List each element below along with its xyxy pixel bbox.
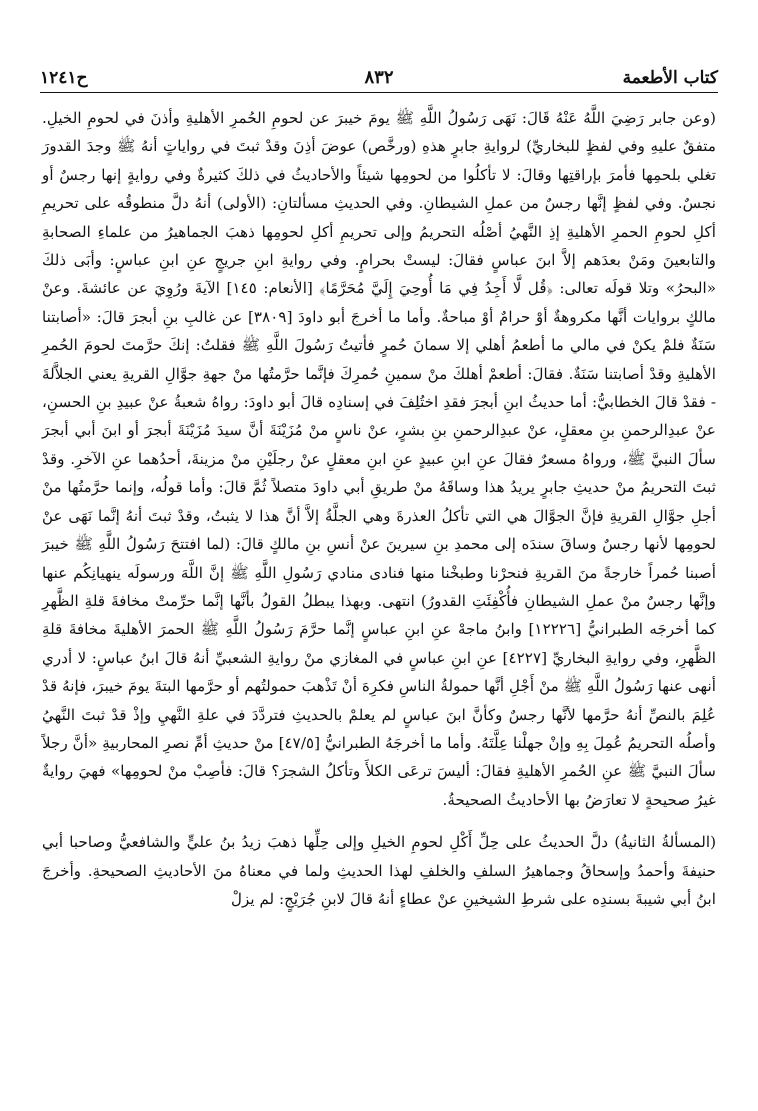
paragraph-second-issue: (المسألةُ الثانيةُ) دلَّ الحديثُ على حِلِّ أَكْلِ لحومِ الخيلِ وإلى حِلِّها ذهبَ زيدُ بنُ عليٍّ والشافعيُّ وصاحبا أبي حنيفةَ وأحمدُ وإسحاقُ وجماهيرُ السلفِ والخلفِ لهذا الحديثِ ولما في معناهُ منَ الأحاديثِ الصحيحةِ. وأخرجَ ابنُ أبي شيبةَ بسندِه على شرطِ الشيخينِ عنْ عطاءٍ أنهُ قالَ لابنِ جُرَيْجٍ: لم يزلْ <box>42 833 716 908</box>
page-header <box>40 58 718 88</box>
paragraph-first-issue: (وعن جابر رَضِيَ اللَّهُ عَنْهُ قَالَ: نَهَى رَسُولُ اللَّهِ ﷺ يومَ خيبرَ عن لحومِ الحُمرِ الأهليةِ وأذنَ في لحومِ الخيلِ. متفقٌ عليهِ وفي لفظٍ للبخاريِّ) لروايةِ جابرٍ هذهِ (ورخَّص) عوضَ أذِنَ وقدْ ثبتَ في رواياتٍ أنهُ ﷺ وجدَ القدورَ تغلي بلحمِها فأمرَ بإراقتِها وقالَ: لا تأكلُوا من لحومِها شيئاً والأحاديثُ في ذلكَ كثيرةٌ وفي روايةٍ إنها رجسٌ أو نجسٌ. وفي لفظٍ إنَّها رجسٌ من عملِ الشيطانِ. وفي الحديثِ مسألتانِ: (الأولى) أنهُ دلَّ منطوقُه على تحريمِ أكلِ لحومِ الحمرِ الأهليةِ إذِ النَّهيُ أصْلُه التحريمُ وإلى تحريمِ أكلِ لحومِها ذهبَ الجماهيرُ من علماءِ الصحابةِ والتابعينَ ومَنْ بعدَهم إلاَّ ابنَ عباسٍ فقالَ: ليستْ بحرامٍ. وفي روايةِ ابنِ جريجٍ عنِ ابنِ عباسٍ: وأبَى ذلكَ «البحرُ» وتلا قولَه تعالى: ﴿قُل لَّا أَجِدُ فِي مَا أُوحِيَ إِلَيَّ مُحَرَّمًا﴾ [الأنعام: ١٤٥] الآيةَ ورُوِيَ عن عائشةَ. وعنْ مالكٍ بروايات أنَّها مكروهةٌ أوْ حرامٌ أوْ مباحةٌ. وأما ما أخرجَ أبو داودَ [٣٨٠٩] عن غالبِ بنِ أبجرَ قالَ: «أصابتنا سَنَةٌ فلمْ يكنْ في مالي ما أطعمُ أهلي إلا سمانَ حُمرٍ فأتيتُ رَسُولَ اللَّهِ ﷺ فقلتُ: إنكَ حرَّمتَ لحومَ الحُمرِ الأهليةِ وقدْ أصابتنا سَنَةٌ. فقالَ: أطعمْ أهلكَ منْ سمينِ حُمرِكَ فإنَّما حرَّمتُها منْ جهةِ جوَّالِ القريةِ يعني الجلاَّلةَ - فقدْ قالَ الخطابيُّ: أما حديثُ ابنِ أبجرَ فقدِ اختُلِفَ في إسنادِه قالَ أبو داودَ: رواهُ شعبةُ عنْ عبيدِ بنِ الحسنِ، عنْ عبدِالرحمنِ بنِ معقلٍ، عنْ عبدِالرحمنِ بنِ بشرٍ، عنْ ناسٍ منْ مُزَيْنَةَ أنَّ سيدَ مُزَيْنَةَ أبجرَ أو ابنَ أبي أبجرَ سألَ النبيَّ ﷺ، ورواهُ مسعرٌ فقالَ عنِ ابنِ عبيدٍ عنِ ابنِ معقلٍ عنْ رجلَيْنِ منْ مزينةَ، أحدُهما عنِ الآخرِ. وقدْ ثبتَ التحريمُ منْ حديثِ جابرٍ يريدُ هذا وساقَهُ منْ طريقِ أبي داودَ متصلاً ثُمَّ قالَ: وأما قولُه، وإنما حرَّمتُها منْ أجلِ جوَّالِ القريةِ فإنَّ الجوَّالَ هي التي تأكلُ العذرةَ وهي الجلَّةُ إلاَّ أنَّ هذا لا يثبتُ، وقدْ ثبتَ أنهُ إنَّما نَهَى عنْ لحومِها لأنها رجسٌ وساقَ سندَه إلى محمدِ بنِ سيرينَ عنْ أنسِ بنِ مالكٍ قالَ: (لما افتتحَ رَسُولُ اللَّهِ ﷺ خيبرَ أصبنا حُمراً خارجةً منَ القريةِ فنحرْنا وطبخْنا منها فنادى منادي رَسُولِ اللَّهِ ﷺ إنَّ اللَّهَ ورسولَه ينهيانِكُم عنها وإنَّها رجسٌ منْ عملِ الشيطانِ فأُكْفِئَتِ القدورُ) انتهى. وبهذا يبطلُ القولُ بأنَّها إنَّما حرِّمتْ مخافةَ قلةِ الظَّهرِ كما أخرجَه الطبرانيُّ [١٢٢٢٦] وابنُ ماجهْ عنِ ابنِ عباسٍ إنَّما حرَّمَ رَسُولُ اللَّهِ ﷺ الحمرَ الأهليةَ مخافةَ قلةِ الظَّهرِ، وفي روايةِ البخاريِّ [٤٢٢٧] عنِ ابنِ عباسٍ في المغازي منْ روايةِ الشعبيِّ أنهُ قالَ ابنُ عباسٍ: لا أدري أنهى عنها رَسُولُ اللَّهِ ﷺ منْ أَجْلِ أنَّها حمولةُ الناسِ فكرِهَ أنْ تَذْهبَ حمولتُهم أو حرَّمها البتةَ يومَ خيبرَ، فإنهُ قدْ عُلِمَ بالنصِّ أنهُ حرَّمها لأنَّها رجسٌ وكأنَّ ابنَ عباسٍ لم يعلمْ بالحديثِ فتردَّدَ في علةِ النَّهيِ وإذْ قدْ ثبتَ النَّهيُ وأصلُه التحريمُ عُمِلَ بِهِ وإنْ جهلْنا عِلَّتَهُ. وأما ما أخرجَهُ الطبرانيُّ [٤٧/٥] منْ حديثِ أمِّ نصرِ المحاربيةِ «أنَّ رجلاً سألَ النبيَّ ﷺ عنِ الحُمرِ الأهليةِ فقالَ: أليسَ ترعَى الكلأَ وتأكلُ الشجرَ؟ قالَ: فأصِبْ منْ لحومِها» فهيَ روايةٌ غيرُ صحيحةٍ لا تعارَضُ بها الأحاديثُ الصحيحةُ. <box>42 109 716 809</box>
book-title: كتاب الأطعمة <box>622 68 718 88</box>
main-text <box>42 104 716 913</box>
page-number: ٨٣٢ <box>364 67 394 88</box>
volume-reference: ح١٢٤١ <box>40 68 88 88</box>
header-divider <box>40 92 718 93</box>
